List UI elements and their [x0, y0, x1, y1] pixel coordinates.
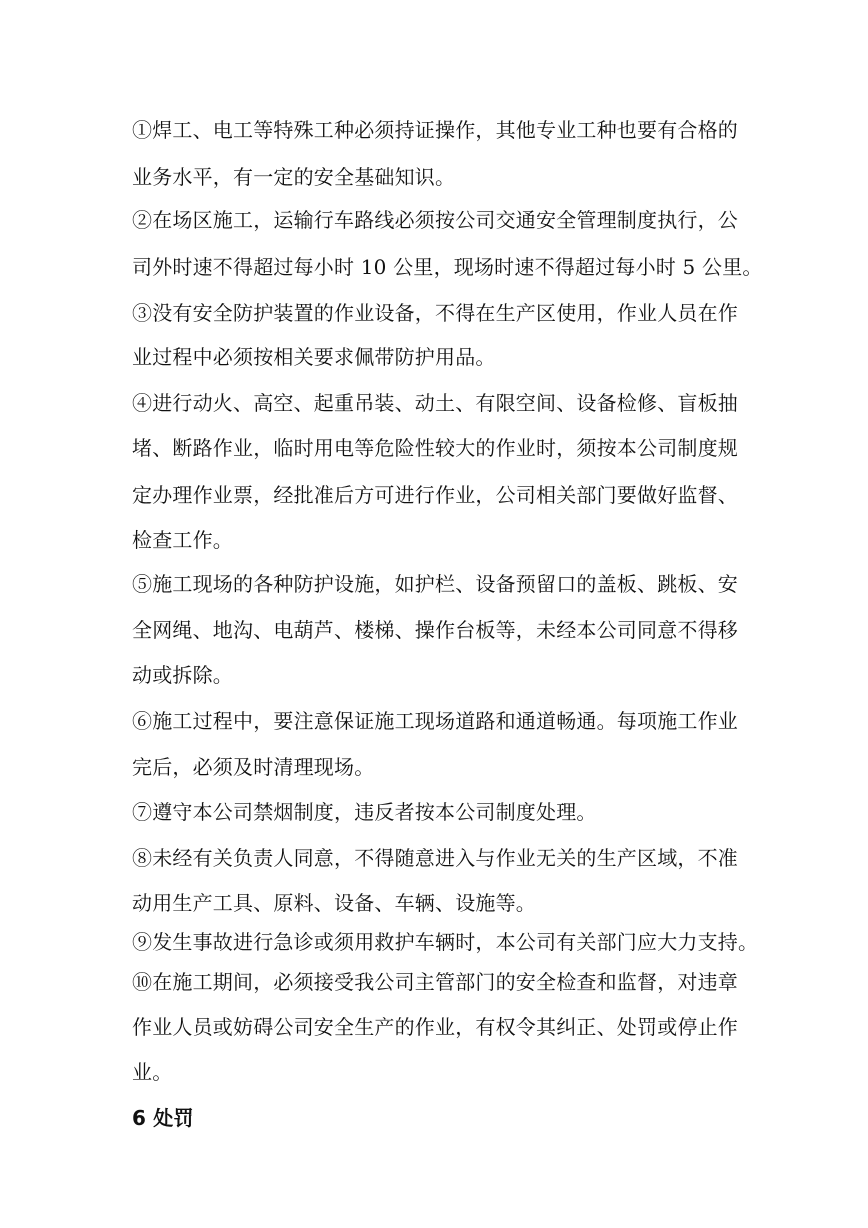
rule-5-line-1: ⑤施工现场的各种防护设施，如护栏、设备预留口的盖板、跳板、安 — [132, 572, 738, 596]
rule-6-line-1: ⑥施工过程中，要注意保证施工现场道路和通道畅通。每项施工作业 — [132, 709, 738, 733]
rule-3-line-2: 业过程中必须按相关要求佩带防护用品。 — [132, 345, 496, 369]
rule-7-line-1: ⑦遵守本公司禁烟制度，违反者按本公司制度处理。 — [132, 800, 597, 824]
section-heading: 6 处罚 — [132, 1106, 194, 1130]
rule-1-line-2: 业务水平，有一定的安全基础知识。 — [132, 165, 456, 189]
rule-10-line-2: 作业人员或妨碍公司安全生产的作业，有权令其纠正、处罚或停止作 — [132, 1015, 738, 1039]
rule-4-line-1: ④进行动火、高空、起重吊装、动土、有限空间、设备检修、盲板抽 — [132, 391, 738, 415]
rule-9-line-1: ⑨发生事故进行急诊或须用救护车辆时，本公司有关部门应大力支持。 — [132, 930, 759, 954]
rule-2-line-2: 司外时速不得超过每小时 10 公里，现场时速不得超过每小时 5 公里。 — [132, 255, 763, 279]
rule-5-line-3: 动或拆除。 — [132, 663, 233, 687]
rule-8-line-1: ⑧未经有关负责人同意，不得随意进入与作业无关的生产区域，不准 — [132, 846, 738, 870]
rule-1-line-1: ①焊工、电工等特殊工种必须持证操作，其他专业工种也要有合格的 — [132, 118, 738, 142]
rule-4-line-3: 定办理作业票，经批准后方可进行作业，公司相关部门要做好监督、 — [132, 483, 738, 507]
rule-6-line-2: 完后，必须及时清理现场。 — [132, 755, 375, 779]
rule-4-line-2: 堵、断路作业，临时用电等危险性较大的作业时，须按本公司制度规 — [132, 436, 738, 460]
rule-10-line-3: 业。 — [132, 1060, 173, 1084]
rule-2-line-1: ②在场区施工，运输行车路线必须按公司交通安全管理制度执行，公 — [132, 208, 738, 232]
rule-3-line-1: ③没有安全防护装置的作业设备，不得在生产区使用，作业人员在作 — [132, 301, 738, 325]
rule-4-line-4: 检查工作。 — [132, 528, 233, 552]
rule-5-line-2: 全网绳、地沟、电葫芦、楼梯、操作台板等，未经本公司同意不得移 — [132, 618, 738, 642]
rule-8-line-2: 动用生产工具、原料、设备、车辆、设施等。 — [132, 891, 536, 915]
rule-10-line-1: ⑩在施工期间，必须接受我公司主管部门的安全检查和监督，对违章 — [132, 970, 738, 994]
